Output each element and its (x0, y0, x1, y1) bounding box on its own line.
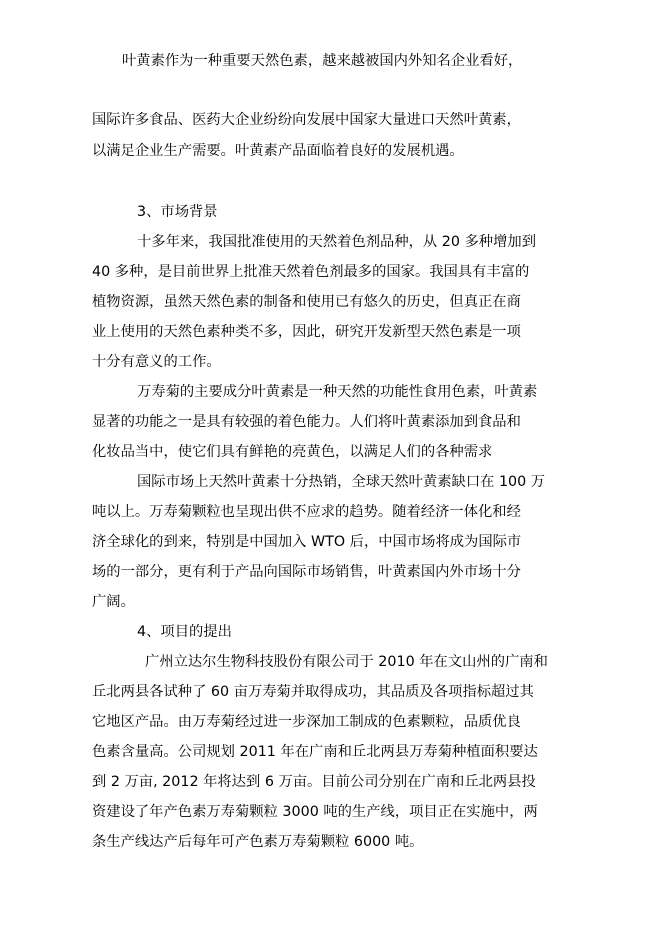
s3-p2-line-2: 显著的功能之一是具有较强的着色能力。人们将叶黄素添加到食品和 (92, 414, 521, 430)
s3-p1-line-2: 40 多种，是目前世界上批准天然着色剂最多的国家。我国具有丰富的 (92, 264, 530, 280)
s3-p3-line-1: 国际市场上天然叶黄素十分热销，全球天然叶黄素缺口在 100 万 (137, 474, 546, 490)
s3-p3-line-2: 吨以上。万寿菊颗粒也呈现出供不应求的趋势。随着经济一体化和经 (92, 504, 521, 520)
intro-line-1: 叶黄素作为一种重要天然色素，越来越被国内外知名企业看好， (122, 53, 523, 69)
s4-p1-line-2: 丘北两县各试种了 60 亩万寿菊并取得成功，其品质及各项指标超过其 (92, 684, 534, 700)
s3-p1-line-3: 植物资源，虽然天然色素的制备和使用已有悠久的历史，但真正在商 (92, 294, 521, 310)
s4-p1-line-7: 条生产线达产后每年可产色素万寿菊颗粒 6000 吨。 (92, 834, 424, 850)
s4-p1-line-6: 资建设了年产色素万寿菊颗粒 3000 吨的生产线，项目正在实施中，两 (92, 804, 538, 820)
s4-p1-line-5: 到 2 万亩, 2012 年将达到 6 万亩。目前公司分别在广南和丘北两县投 (92, 774, 536, 790)
s3-p3-line-4: 场的一部分，更有利于产品向国际市场销售，叶黄素国内外市场十分 (92, 564, 521, 580)
s3-p2-line-3: 化妆品当中，使它们具有鲜艳的亮黄色，以满足人们的各种需求 (92, 444, 493, 460)
section-3-heading: 3、市场背景 (137, 204, 218, 220)
s3-p3-line-3: 济全球化的到来，特别是中国加入 WTO 后，中国市场将成为国际市 (92, 534, 522, 550)
intro-line-3: 以满足企业生产需要。叶黄素产品面临着良好的发展机遇。 (92, 143, 464, 159)
s4-p1-line-4: 色素含量高。公司规划 2011 年在广南和丘北两县万寿菊种植面积要达 (92, 744, 538, 760)
s3-p2-line-1: 万寿菊的主要成分叶黄素是一种天然的功能性食用色素，叶黄素 (137, 384, 538, 400)
s3-p1-line-5: 十分有意义的工作。 (92, 354, 221, 370)
s4-p1-line-3: 它地区产品。由万寿菊经过进一步深加工制成的色素颗粒，品质优良 (92, 714, 521, 730)
section-4-heading: 4、项目的提出 (137, 624, 232, 640)
s3-p1-line-4: 业上使用的天然色素种类不多，因此，研究开发新型天然色素是一项 (92, 324, 521, 340)
intro-line-2: 国际许多食品、医药大企业纷纷向发展中国家大量进口天然叶黄素， (92, 112, 521, 128)
s3-p1-line-1: 十多年来，我国批准使用的天然着色剂品种，从 20 多种增加到 (137, 234, 536, 250)
s3-p3-line-5: 广阔。 (92, 594, 135, 610)
s4-p1-line-1: 广州立达尔生物科技股份有限公司于 2010 年在文山州的广南和 (145, 654, 548, 670)
